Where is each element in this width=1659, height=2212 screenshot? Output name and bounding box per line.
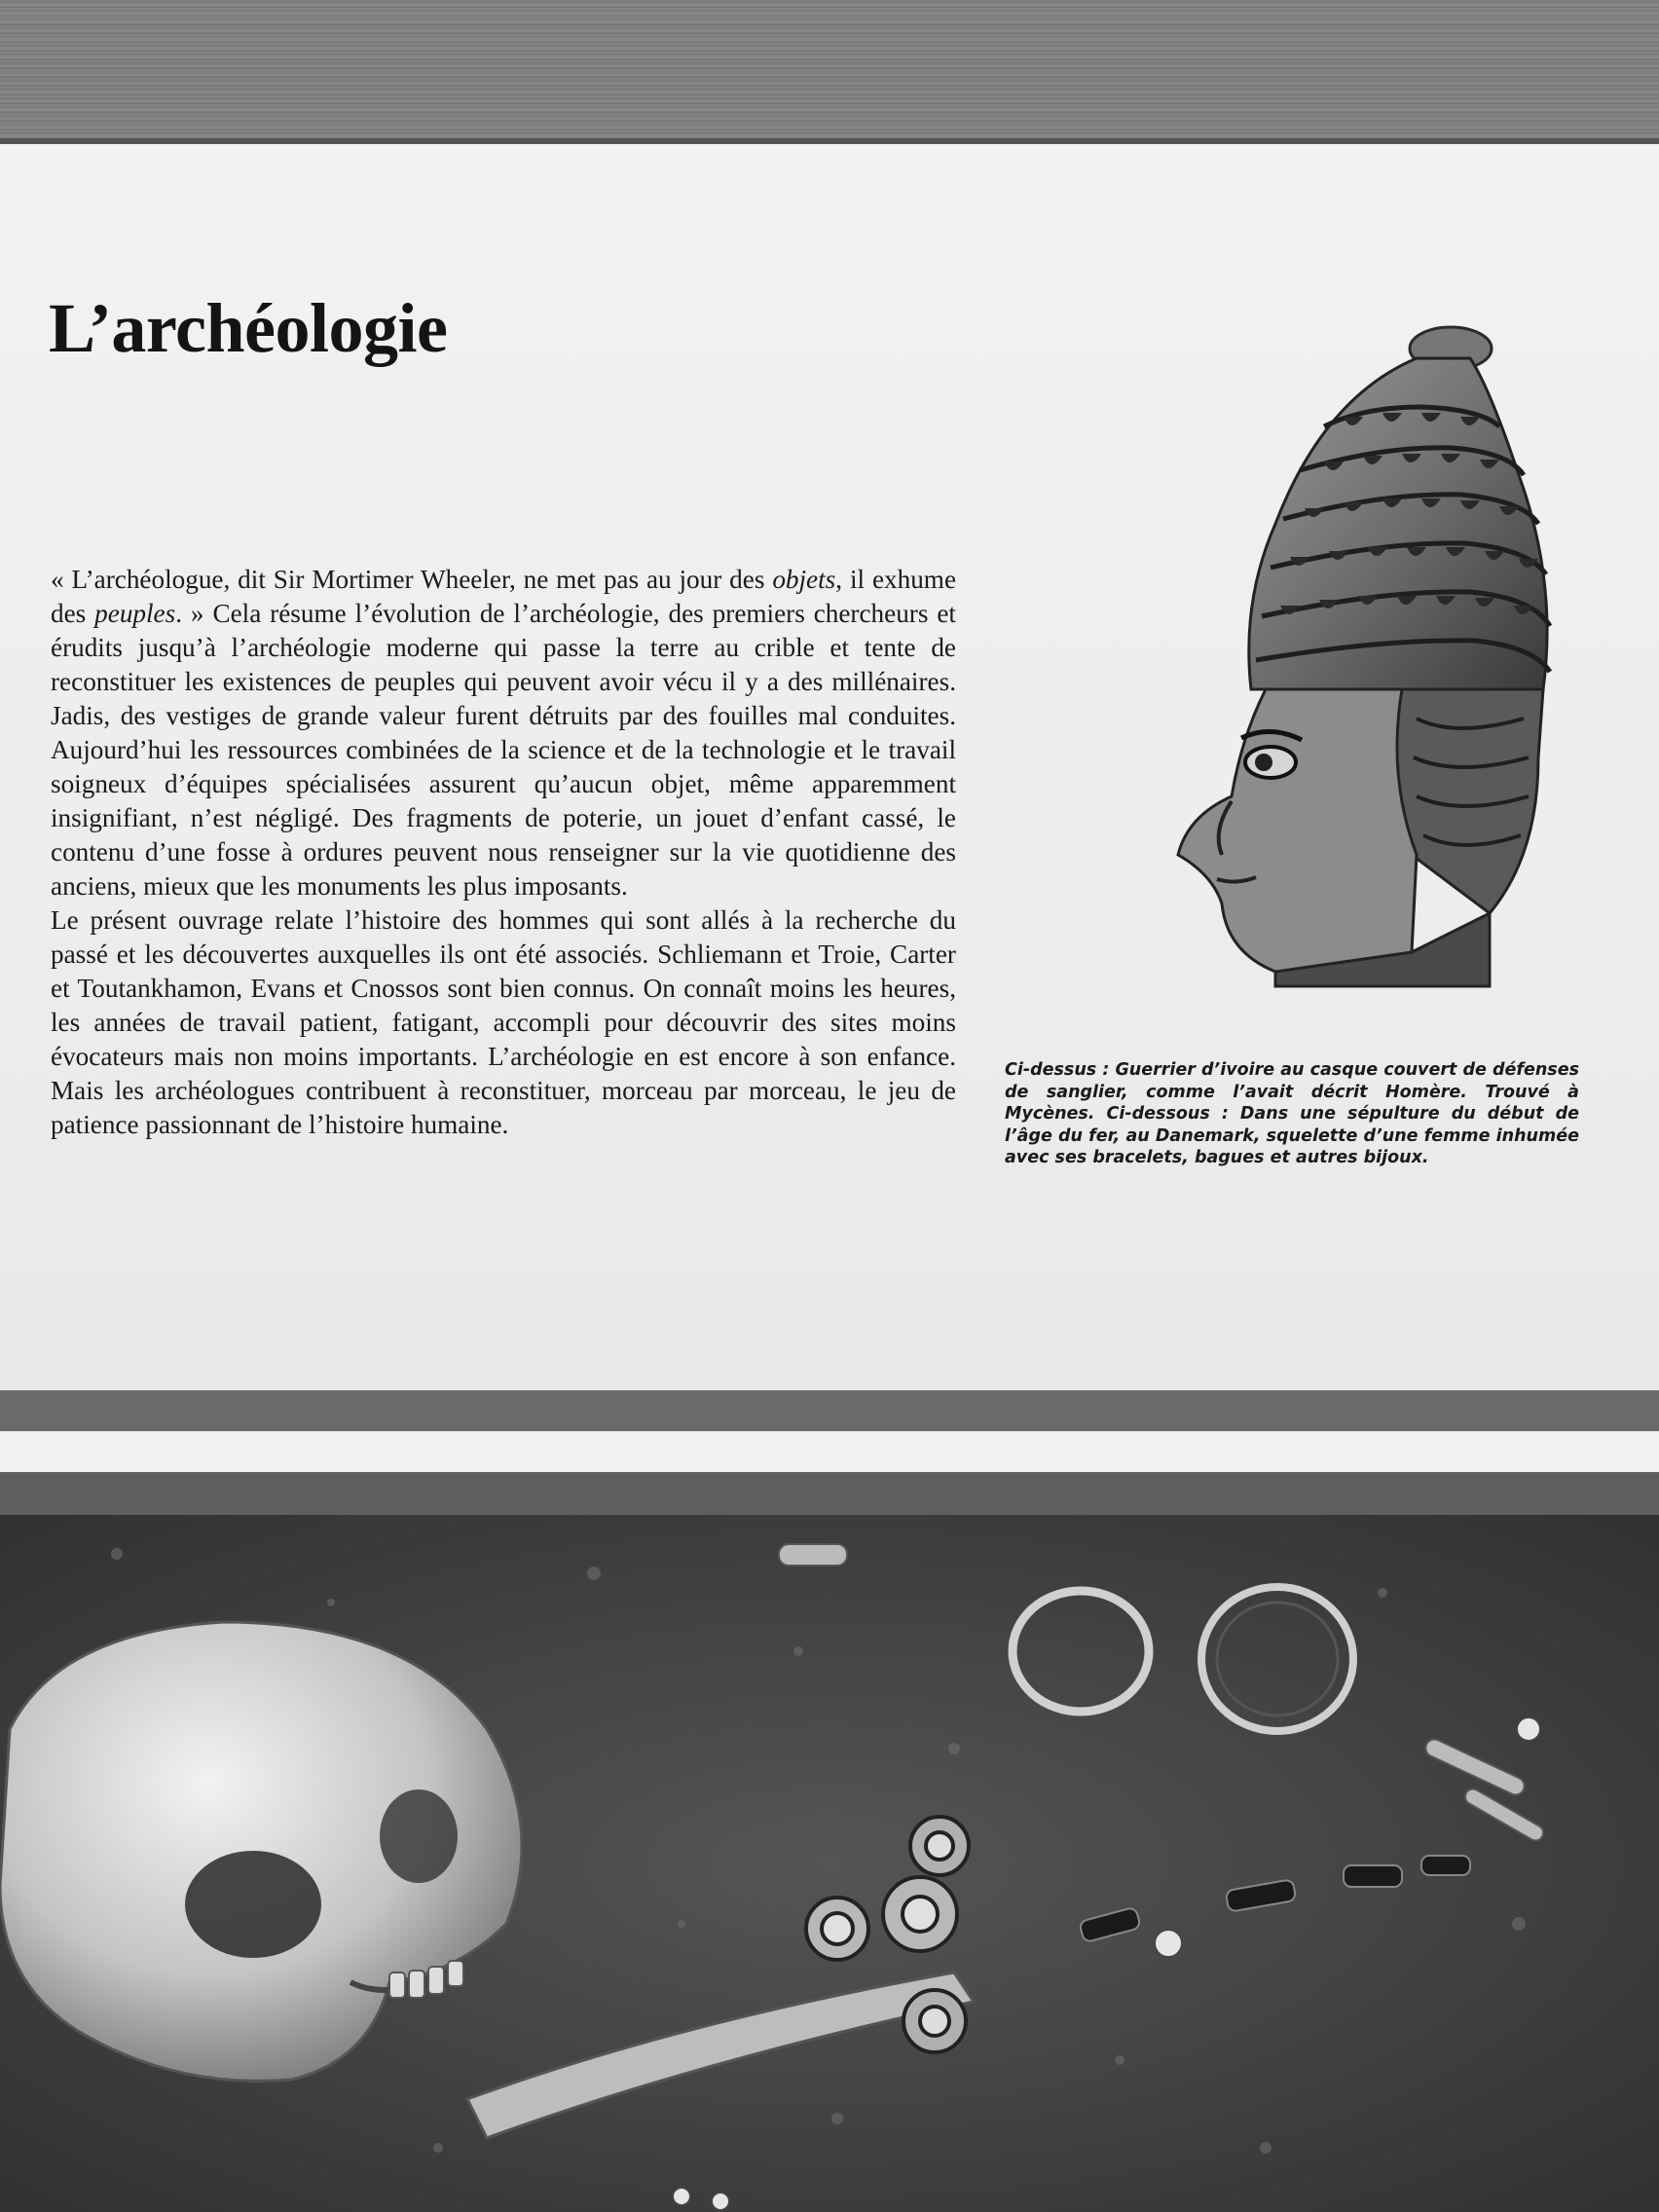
- paragraph-1-segment-2: objets: [772, 565, 836, 594]
- burial-skeleton-photo: [0, 1515, 1659, 2212]
- body-text: [51, 563, 956, 1142]
- paragraph-1-segment-5: . » Cela résume l’évolution de l’archéologie, des premiers chercheurs et érudits jusqu’à l’archéologie moderne qui passe la terre au crible et tente de reconstituer les existences de peuples qui peuvent avoir vécu il y a des millénaires. Jadis, des vestiges de grande valeur furent détruits par des fouilles mal conduites. Aujourd’hui les ressources combinées de la science et de la technologie et le travail soigneux d’équipes spécialisées assurent qu’aucun objet, même apparemment insignifiant, n’est négligé. Des fragments de poterie, un jouet d’enfant cassé, le contenu d’une fosse à ordures peuvent nous renseigner sur la vie quotidienne des anciens, mieux que les monuments les plus imposants.: [51, 599, 956, 901]
- divider-band-middle: [0, 1431, 1659, 1472]
- page-title: L’archéologie: [49, 289, 448, 367]
- paragraph-1: [51, 563, 956, 903]
- paragraph-1-segment-4: peuples: [94, 599, 176, 628]
- paragraph-2: [51, 903, 956, 1142]
- book-page: [0, 138, 1659, 1410]
- image-caption: Ci-dessus : Guerrier d’ivoire au casque couvert de défenses de sanglier, comme l’avait décrit Homère. Trouvé à Mycènes. Ci-dessous : Dans une sépulture du début de l’âge du fer, au Danemark, squelette d’une femme inhumée avec ses bracelets, bagues et autres bijoux.: [1005, 1060, 1579, 1167]
- paragraph-2-segment-1: Le présent ouvrage relate l’histoire des hommes qui sont allés à la recherche du passé et les découvertes auxquelles ils ont été associés. Schliemann et Troie, Carter et Toutankhamon, Evans et Cnossos sont bien connus. On connaît moins les heures, les années de travail patient, fatigant, accompli pour découvrir des sites moins évocateurs mais non moins importants. L’archéologie en est encore à son enfance. Mais les archéologues contribuent à reconstituer, morceau par morceau, le jeu de patience passionnant de l’histoire humaine.: [51, 905, 956, 1139]
- paragraph-1-segment-3: , il exhume des: [51, 565, 957, 628]
- paragraph-1-segment-1: « L’archéologue, dit Sir Mortimer Wheeler, ne met pas au jour des: [51, 565, 773, 594]
- divider-band-bottom: [0, 1472, 1659, 1517]
- table-surface: [0, 0, 1659, 148]
- ivory-warrior-head-image: [1032, 232, 1558, 991]
- divider-band-top: [0, 1390, 1659, 1431]
